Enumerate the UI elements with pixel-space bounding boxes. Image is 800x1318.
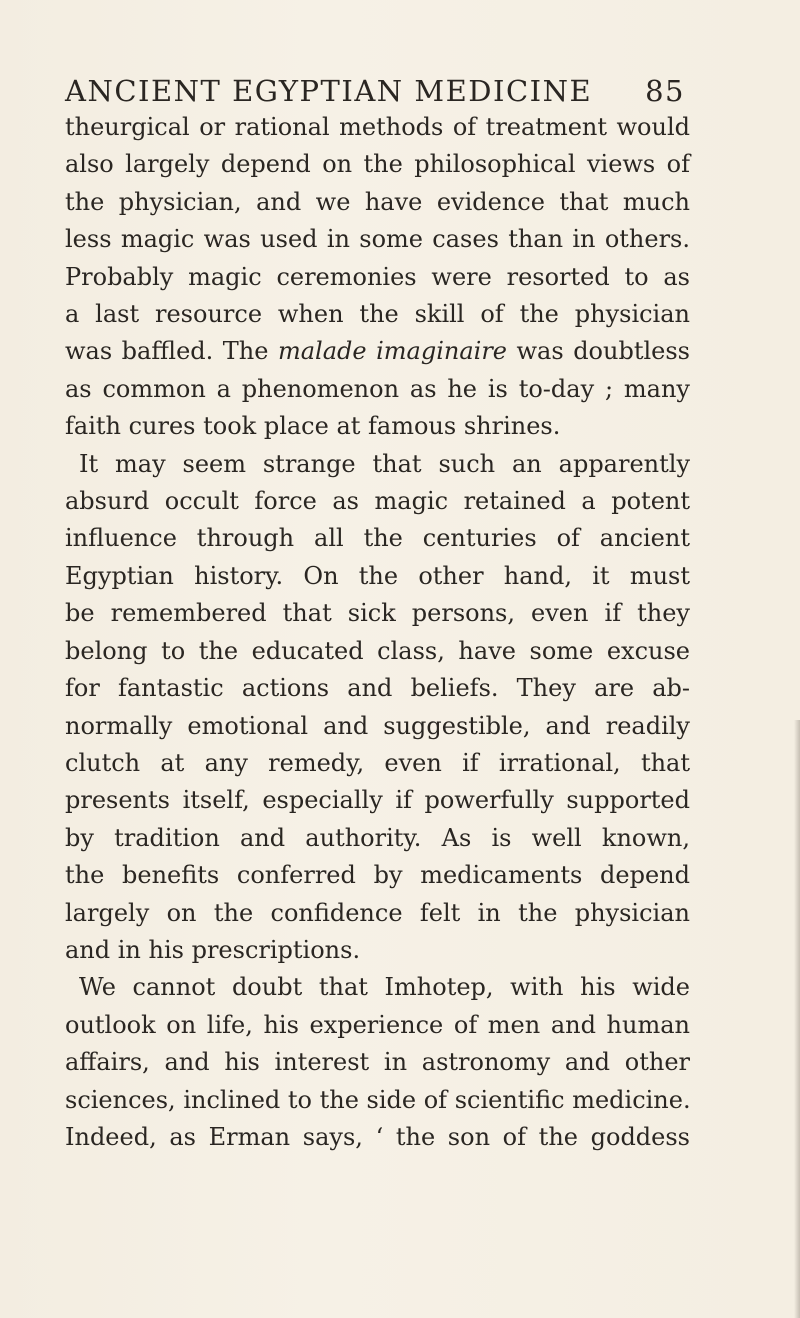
text-line: Egyptian history. On the other hand, it must xyxy=(65,561,690,590)
text-line: less magic was used in some cases than in others. xyxy=(65,225,690,254)
text-line: outlook on life, his experience of men and human xyxy=(65,1010,690,1039)
text-line: as common a phenomenon as he is to-day ; many xyxy=(65,374,690,403)
text-line: the benefits conferred by medicaments depend xyxy=(65,861,690,890)
text-line: the physician, and we have evidence that much xyxy=(65,187,690,216)
text-line: for fantastic actions and beliefs. They are ab- xyxy=(65,674,690,703)
running-title: ANCIENT EGYPTIAN MEDICINE xyxy=(65,74,593,108)
text-line: and in his prescriptions. xyxy=(65,935,361,964)
body-text xyxy=(65,109,690,1156)
text-line: clutch at any remedy, even if irrational, that xyxy=(65,748,690,777)
paragraph xyxy=(65,969,690,1156)
text-line: a last resource when the skill of the physician xyxy=(65,300,690,329)
page-edge-shadow xyxy=(794,720,800,1318)
text-line: also largely depend on the philosophical views of xyxy=(65,150,690,179)
text-line: influence through all the centuries of ancient xyxy=(65,524,690,553)
text-line: largely on the confidence felt in the physician xyxy=(65,898,690,927)
text-line: We cannot doubt that Imhotep, with his wide xyxy=(79,973,690,1002)
text-line: presents itself, especially if powerfully supported xyxy=(65,786,690,815)
text-line: sciences, inclined to the side of scientific medicine. xyxy=(65,1085,691,1114)
text-line: faith cures took place at famous shrines. xyxy=(65,412,561,441)
paragraph xyxy=(65,446,690,970)
text-line: be remembered that sick persons, even if they xyxy=(65,599,690,628)
text-line: affairs, and his interest in astronomy and other xyxy=(65,1048,690,1077)
running-header xyxy=(65,74,685,108)
text-line: theurgical or rational methods of treatment would xyxy=(65,113,690,141)
text-line: It may seem strange that such an apparently xyxy=(79,449,690,478)
text-line: Probably magic ceremonies were resorted to as xyxy=(65,262,690,291)
text-line: normally emotional and suggestible, and readily xyxy=(65,711,690,740)
paragraph xyxy=(65,109,690,446)
text-segment: was baffled. The xyxy=(65,337,278,366)
text-segment: was doubtless xyxy=(507,337,690,366)
text-line: absurd occult force as magic retained a potent xyxy=(65,487,690,516)
page-number: 85 xyxy=(645,74,685,108)
text-line: belong to the educated class, have some excuse xyxy=(65,636,690,665)
text-line xyxy=(65,333,690,370)
text-line: by tradition and authority. As is well known, xyxy=(65,823,690,852)
text-line: Indeed, as Erman says, ‘ the son of the goddess xyxy=(65,1122,690,1151)
italic-phrase: malade imaginaire xyxy=(277,337,507,366)
